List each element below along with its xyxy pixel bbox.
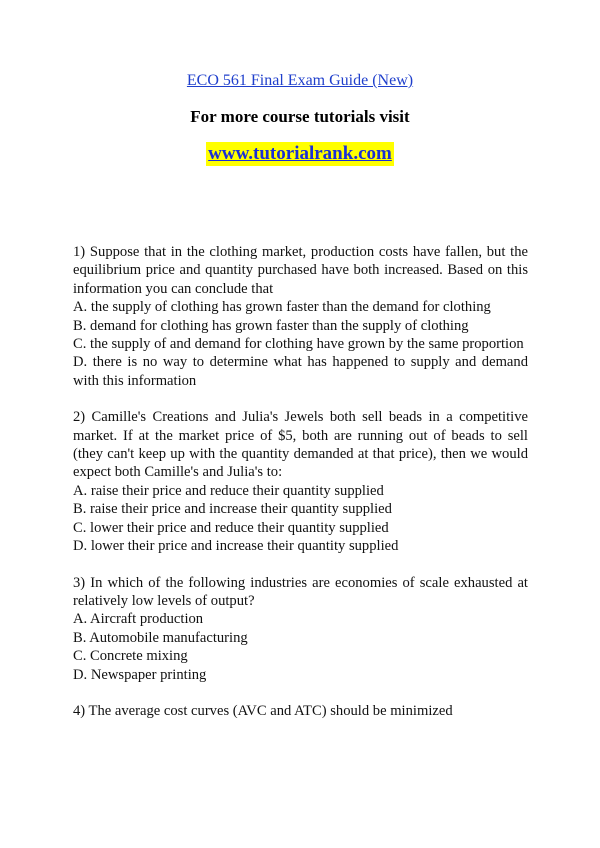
question-option: A. raise their price and reduce their quantity supplied	[73, 482, 384, 499]
question-option: A. the supply of clothing has grown faster than the demand for clothing	[73, 299, 491, 316]
question-option: D. lower their price and increase their quantity supplied	[73, 538, 399, 555]
question-option: C. lower their price and reduce their quantity supplied	[73, 519, 389, 536]
question-option: B. Automobile manufacturing	[73, 629, 248, 646]
question-option: B. raise their price and increase their quantity supplied	[73, 501, 392, 518]
question-option: D. Newspaper printing	[73, 666, 207, 683]
tutorialrank-url-link[interactable]: www.tutorialrank.com	[208, 143, 392, 164]
question-option: C. Concrete mixing	[73, 648, 188, 665]
url-wrapper	[0, 142, 600, 166]
question-2	[73, 408, 528, 555]
question-option: D. there is no way to determine what has happened to supply and demand with this information	[73, 354, 528, 389]
question-4	[73, 702, 528, 720]
question-option: A. Aircraft production	[73, 611, 204, 628]
question-3	[73, 574, 528, 684]
question-stem: 4) The average cost curves (AVC and ATC) should be minimized	[73, 702, 453, 719]
question-stem: 1) Suppose that in the clothing market, production costs have fallen, but the equilibrium price and quantity purchased have both increased. Based on this information you can conclude that	[73, 244, 528, 297]
questions-body	[73, 243, 528, 738]
question-stem: 3) In which of the following industries are economies of scale exhausted at relatively low levels of output?	[73, 574, 528, 609]
exam-guide-title-link[interactable]: ECO 561 Final Exam Guide (New)	[186, 72, 414, 89]
question-option: C. the supply of and demand for clothing have grown by the same proportion	[73, 336, 524, 353]
course-tutorials-subtitle: For more course tutorials visit	[190, 107, 410, 126]
question-stem: 2) Camille's Creations and Julia's Jewels both sell beads in a competitive market. If at the market price of $5, both are running out of beads to sell (they can't keep up with the quantity demanded at that price), then we would expect both Camille's and Julia's to:	[73, 409, 528, 481]
question-option: B. demand for clothing has grown faster than the supply of clothing	[73, 317, 469, 334]
question-1	[73, 243, 528, 390]
